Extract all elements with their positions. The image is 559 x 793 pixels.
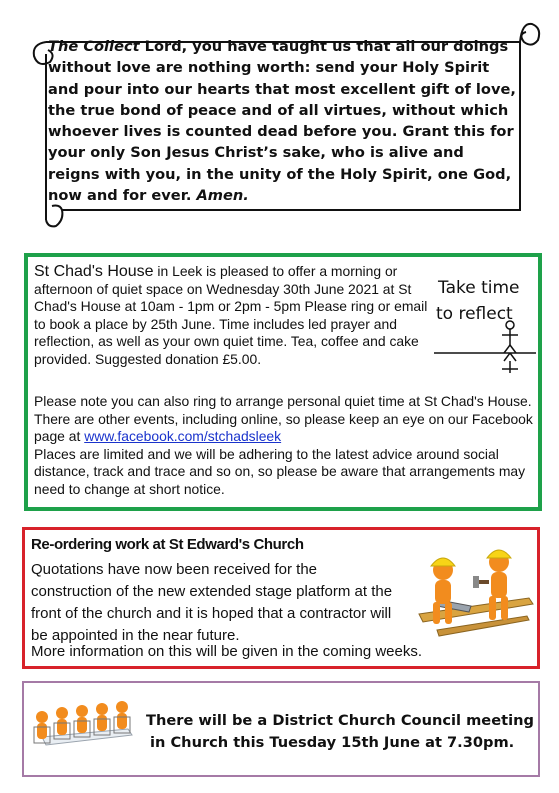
dcc-meeting-text [146,710,536,754]
st-chads-paragraph-1 [34,263,432,369]
reordering-notice [22,527,540,669]
collect-text [48,36,518,206]
st-chads-heading: St Chad's House [34,263,154,280]
st-chads-notice [24,253,542,511]
st-chads-body: in Leek is pleased to offer a morning or afternoon of quiet space on Wednesday 30th June 2021 at St Chad's House at 10am - 1pm or 2pm - 5pm Please ring or email to book a place by 25th June. Time includes led prayer and reflection, as well as your own quiet time. Tea, coffee and cake provided. Suggested donation £5.00. [34,263,428,367]
meeting-people-icon [28,697,138,757]
dcc-meeting-notice [22,681,540,777]
reflect-line-2: to reflect [436,304,513,324]
facebook-link[interactable]: www.facebook.com/stchadsleek [84,428,282,445]
reflect-line-1: Take time [438,278,520,298]
builders-icon [409,540,537,640]
st-chads-places-note: Places are limited and we will be adhering to the latest advice around social distance, track and trace and so on, so please be aware that arrangements may need to change at short notice. [34,445,526,497]
st-chads-paragraph-2 [34,393,540,499]
collect-amen: Amen. [196,187,249,205]
collect-body: Lord, you have taught us that all our doings without love are nothing worth: send your Holy Spirit and pour into our hearts that most excellent gift of love, the true bond of peace and of all virtues, without which whoever lives is counted dead before you. Grant this for your only Son Jesus Christ’s sake, who is alive and reigns with you, in the unity of the Holy Spirit, one God, now and for ever. [48,38,516,205]
take-time-to-reflect-image [432,267,538,377]
st-chads-note: Please note you can also ring to arrange personal quiet time at St Chad's House. There are other events, including online, so please keep an eye on our Facebook page at [34,393,533,445]
reordering-title: Re-ordering work at St Edward's Church [31,536,304,553]
dcc-line-1: There will be a District Church Council meeting [146,712,534,729]
reordering-paragraph-1: Quotations have now been received for the construction of the new extended stage platform at the front of the church and it is hoped that a contractor will be appointed in the near future. [31,561,393,644]
dcc-line-2: in Church this Tuesday 15th June at 7.30pm. [150,734,515,751]
reordering-paragraph-2: More information on this will be given in the coming weeks. [31,643,423,660]
collect-label: The Collect [48,38,140,55]
